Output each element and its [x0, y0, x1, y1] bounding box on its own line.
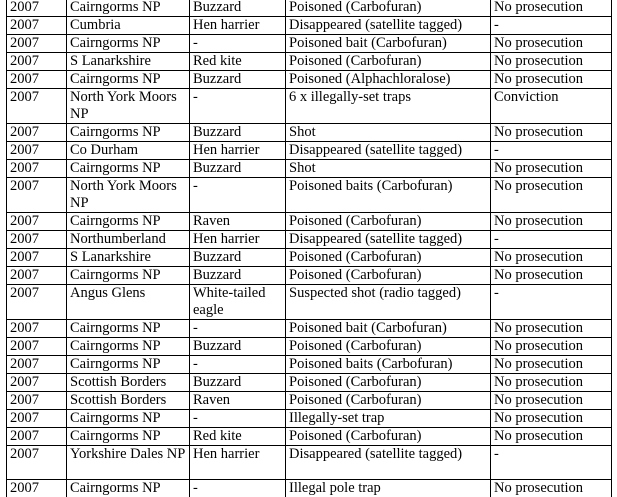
table-row: [7, 17, 612, 35]
incident-cell: Disappeared (satellite tagged): [286, 446, 491, 480]
year-cell: 2007: [7, 231, 67, 249]
table-row: [7, 71, 612, 89]
outcome-cell: No prosecution: [491, 392, 612, 410]
outcome-cell: No prosecution: [491, 410, 612, 428]
incident-cell: Poisoned bait (Carbofuran): [286, 320, 491, 338]
species-cell: Buzzard: [190, 0, 286, 17]
incident-cell: Poisoned (Carbofuran): [286, 374, 491, 392]
table-row: [7, 0, 612, 17]
species-cell: Raven: [190, 392, 286, 410]
location-cell: Cairngorms NP: [67, 213, 190, 231]
location-cell: North York Moors NP: [67, 89, 190, 124]
location-cell: Northumberland: [67, 231, 190, 249]
outcome-cell: -: [491, 231, 612, 249]
incident-cell: Poisoned (Carbofuran): [286, 428, 491, 446]
year-cell: 2007: [7, 142, 67, 160]
outcome-cell: No prosecution: [491, 35, 612, 53]
location-cell: Scottish Borders: [67, 374, 190, 392]
species-cell: Buzzard: [190, 374, 286, 392]
location-cell: Angus Glens: [67, 285, 190, 320]
location-cell: Cairngorms NP: [67, 480, 190, 497]
table-row: [7, 320, 612, 338]
incident-cell: Poisoned (Carbofuran): [286, 267, 491, 285]
location-cell: Cairngorms NP: [67, 160, 190, 178]
table-row: [7, 213, 612, 231]
location-cell: Cairngorms NP: [67, 124, 190, 142]
year-cell: 2007: [7, 320, 67, 338]
incident-cell: Disappeared (satellite tagged): [286, 231, 491, 249]
outcome-cell: -: [491, 285, 612, 320]
species-cell: Buzzard: [190, 71, 286, 89]
incident-cell: Shot: [286, 124, 491, 142]
species-cell: Red kite: [190, 428, 286, 446]
species-cell: Buzzard: [190, 124, 286, 142]
outcome-cell: No prosecution: [491, 320, 612, 338]
year-cell: 2007: [7, 428, 67, 446]
table-row: [7, 446, 612, 480]
year-cell: 2007: [7, 392, 67, 410]
table-row: [7, 392, 612, 410]
table-row: [7, 124, 612, 142]
incident-cell: Poisoned (Carbofuran): [286, 392, 491, 410]
table-row: [7, 338, 612, 356]
outcome-cell: No prosecution: [491, 53, 612, 71]
outcome-cell: -: [491, 446, 612, 480]
location-cell: Cairngorms NP: [67, 410, 190, 428]
location-cell: Cairngorms NP: [67, 338, 190, 356]
species-cell: Hen harrier: [190, 17, 286, 35]
outcome-cell: No prosecution: [491, 249, 612, 267]
table-row: [7, 35, 612, 53]
table-row: [7, 374, 612, 392]
incident-cell: Poisoned baits (Carbofuran): [286, 356, 491, 374]
location-cell: S Lanarkshire: [67, 53, 190, 71]
outcome-cell: No prosecution: [491, 338, 612, 356]
location-cell: Cairngorms NP: [67, 0, 190, 17]
persecution-incidents-table: [6, 0, 612, 497]
year-cell: 2007: [7, 446, 67, 480]
incident-cell: 6 x illegally-set traps: [286, 89, 491, 124]
table-row: [7, 160, 612, 178]
species-cell: Hen harrier: [190, 446, 286, 480]
incident-cell: Poisoned bait (Carbofuran): [286, 35, 491, 53]
year-cell: 2007: [7, 178, 67, 213]
species-cell: Buzzard: [190, 338, 286, 356]
outcome-cell: No prosecution: [491, 356, 612, 374]
year-cell: 2007: [7, 374, 67, 392]
year-cell: 2007: [7, 124, 67, 142]
table-row: [7, 89, 612, 124]
table-row: [7, 231, 612, 249]
outcome-cell: No prosecution: [491, 480, 612, 497]
incident-cell: Disappeared (satellite tagged): [286, 17, 491, 35]
table-row: [7, 480, 612, 497]
location-cell: Cairngorms NP: [67, 35, 190, 53]
outcome-cell: -: [491, 17, 612, 35]
incident-cell: Suspected shot (radio tagged): [286, 285, 491, 320]
species-cell: -: [190, 410, 286, 428]
species-cell: -: [190, 320, 286, 338]
table-row: [7, 142, 612, 160]
location-cell: North York Moors NP: [67, 178, 190, 213]
table-row: [7, 356, 612, 374]
year-cell: 2007: [7, 53, 67, 71]
year-cell: 2007: [7, 89, 67, 124]
location-cell: Yorkshire Dales NP: [67, 446, 190, 480]
year-cell: 2007: [7, 71, 67, 89]
location-cell: Co Durham: [67, 142, 190, 160]
species-cell: White-tailed eagle: [190, 285, 286, 320]
year-cell: 2007: [7, 356, 67, 374]
table-row: [7, 428, 612, 446]
outcome-cell: No prosecution: [491, 0, 612, 17]
year-cell: 2007: [7, 267, 67, 285]
species-cell: Buzzard: [190, 160, 286, 178]
incident-cell: Illegally-set trap: [286, 410, 491, 428]
species-cell: -: [190, 178, 286, 213]
outcome-cell: No prosecution: [491, 71, 612, 89]
incident-cell: Poisoned (Carbofuran): [286, 0, 491, 17]
incident-cell: Disappeared (satellite tagged): [286, 142, 491, 160]
year-cell: 2007: [7, 35, 67, 53]
year-cell: 2007: [7, 410, 67, 428]
location-cell: Cairngorms NP: [67, 356, 190, 374]
outcome-cell: No prosecution: [491, 374, 612, 392]
location-cell: Cairngorms NP: [67, 71, 190, 89]
outcome-cell: Conviction: [491, 89, 612, 124]
location-cell: Cairngorms NP: [67, 320, 190, 338]
incident-cell: Poisoned (Carbofuran): [286, 213, 491, 231]
species-cell: Buzzard: [190, 249, 286, 267]
outcome-cell: No prosecution: [491, 267, 612, 285]
location-cell: Scottish Borders: [67, 392, 190, 410]
outcome-cell: No prosecution: [491, 160, 612, 178]
incident-cell: Illegal pole trap: [286, 480, 491, 497]
table-row: [7, 267, 612, 285]
table-row: [7, 410, 612, 428]
year-cell: 2007: [7, 285, 67, 320]
species-cell: Raven: [190, 213, 286, 231]
location-cell: Cairngorms NP: [67, 428, 190, 446]
species-cell: -: [190, 356, 286, 374]
incident-cell: Poisoned (Carbofuran): [286, 53, 491, 71]
table-row: [7, 249, 612, 267]
incident-cell: Poisoned (Carbofuran): [286, 338, 491, 356]
species-cell: Hen harrier: [190, 142, 286, 160]
table-row: [7, 285, 612, 320]
incident-cell: Shot: [286, 160, 491, 178]
year-cell: 2007: [7, 0, 67, 17]
year-cell: 2007: [7, 160, 67, 178]
incident-cell: Poisoned (Alphachloralose): [286, 71, 491, 89]
table-row: [7, 178, 612, 213]
incident-cell: Poisoned baits (Carbofuran): [286, 178, 491, 213]
year-cell: 2007: [7, 249, 67, 267]
year-cell: 2007: [7, 213, 67, 231]
year-cell: 2007: [7, 17, 67, 35]
year-cell: 2007: [7, 480, 67, 497]
outcome-cell: No prosecution: [491, 178, 612, 213]
species-cell: -: [190, 35, 286, 53]
location-cell: Cairngorms NP: [67, 267, 190, 285]
location-cell: S Lanarkshire: [67, 249, 190, 267]
species-cell: -: [190, 89, 286, 124]
year-cell: 2007: [7, 338, 67, 356]
location-cell: Cumbria: [67, 17, 190, 35]
species-cell: Hen harrier: [190, 231, 286, 249]
incident-cell: Poisoned (Carbofuran): [286, 249, 491, 267]
species-cell: Red kite: [190, 53, 286, 71]
outcome-cell: -: [491, 142, 612, 160]
species-cell: Buzzard: [190, 267, 286, 285]
outcome-cell: No prosecution: [491, 213, 612, 231]
outcome-cell: No prosecution: [491, 428, 612, 446]
table-row: [7, 53, 612, 71]
species-cell: -: [190, 480, 286, 497]
outcome-cell: No prosecution: [491, 124, 612, 142]
